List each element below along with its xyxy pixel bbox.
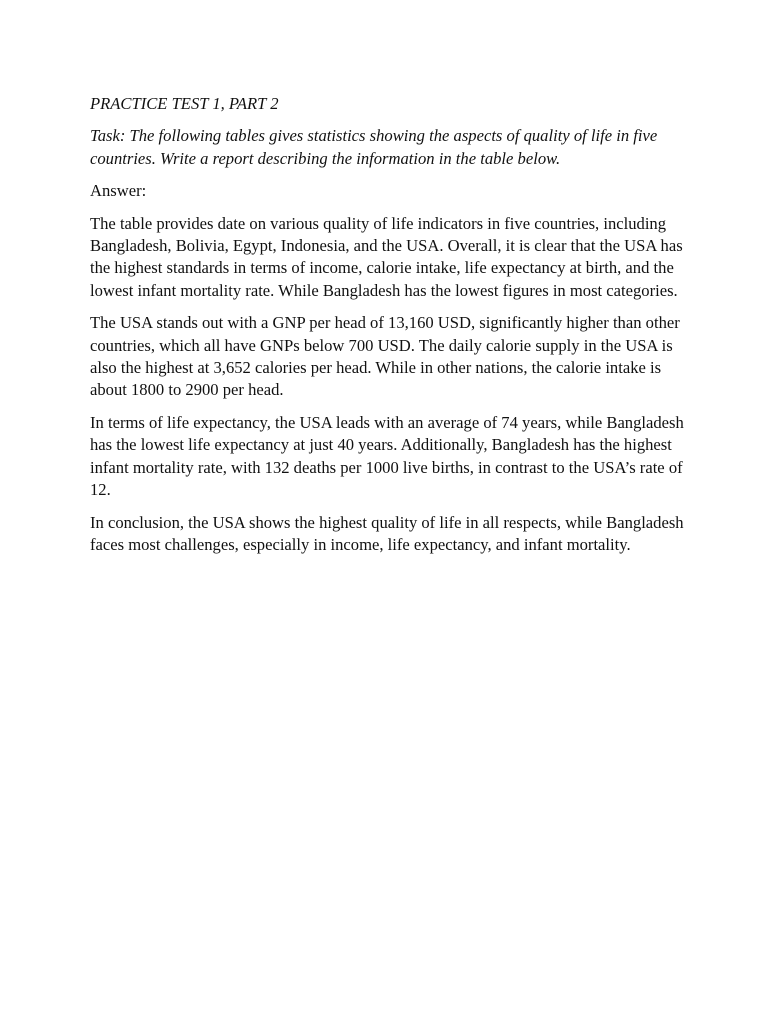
document-page [90,93,690,566]
answer-paragraph-life-expectancy: In terms of life expectancy, the USA leads with an average of 74 years, while Bangladesh has the lowest life expectancy at just 40 years. Additionally, Bangladesh has the highest infant mortality rate, with 132 deaths per 1000 live births, in contrast to the USA’s rate of 12. [90,412,684,500]
answer-paragraph-income: The USA stands out with a GNP per head of 13,160 USD, significantly higher than other countries, which all have GNPs below 700 USD. The daily calorie supply in the USA is also the highest at 3,652 calories per head. While in other nations, the calorie intake is about 1800 to 2900 per head. [90,313,680,400]
answer-paragraph-intro: The table provides date on various quality of life indicators in five countries, including Bangladesh, Bolivia, Egypt, Indonesia, and the USA. Overall, it is clear that the USA has the highest standards in terms of income, calorie intake, life expectancy at birth, and the lowest infant mortality rate. While Bangladesh has the lowest figures in most categories. [90,213,683,300]
answer-paragraph-conclusion: In conclusion, the USA shows the highest quality of life in all respects, while Bangladesh faces most challenges, especially in income, life expectancy, and infant mortality. [90,512,684,554]
answer-label: Answer: [90,181,147,201]
document-heading: PRACTICE TEST 1, PART 2 [90,94,279,113]
task-prompt: Task: The following tables gives statistics showing the aspects of quality of life in five countries. Write a report describing the information in the table below. [90,126,658,168]
